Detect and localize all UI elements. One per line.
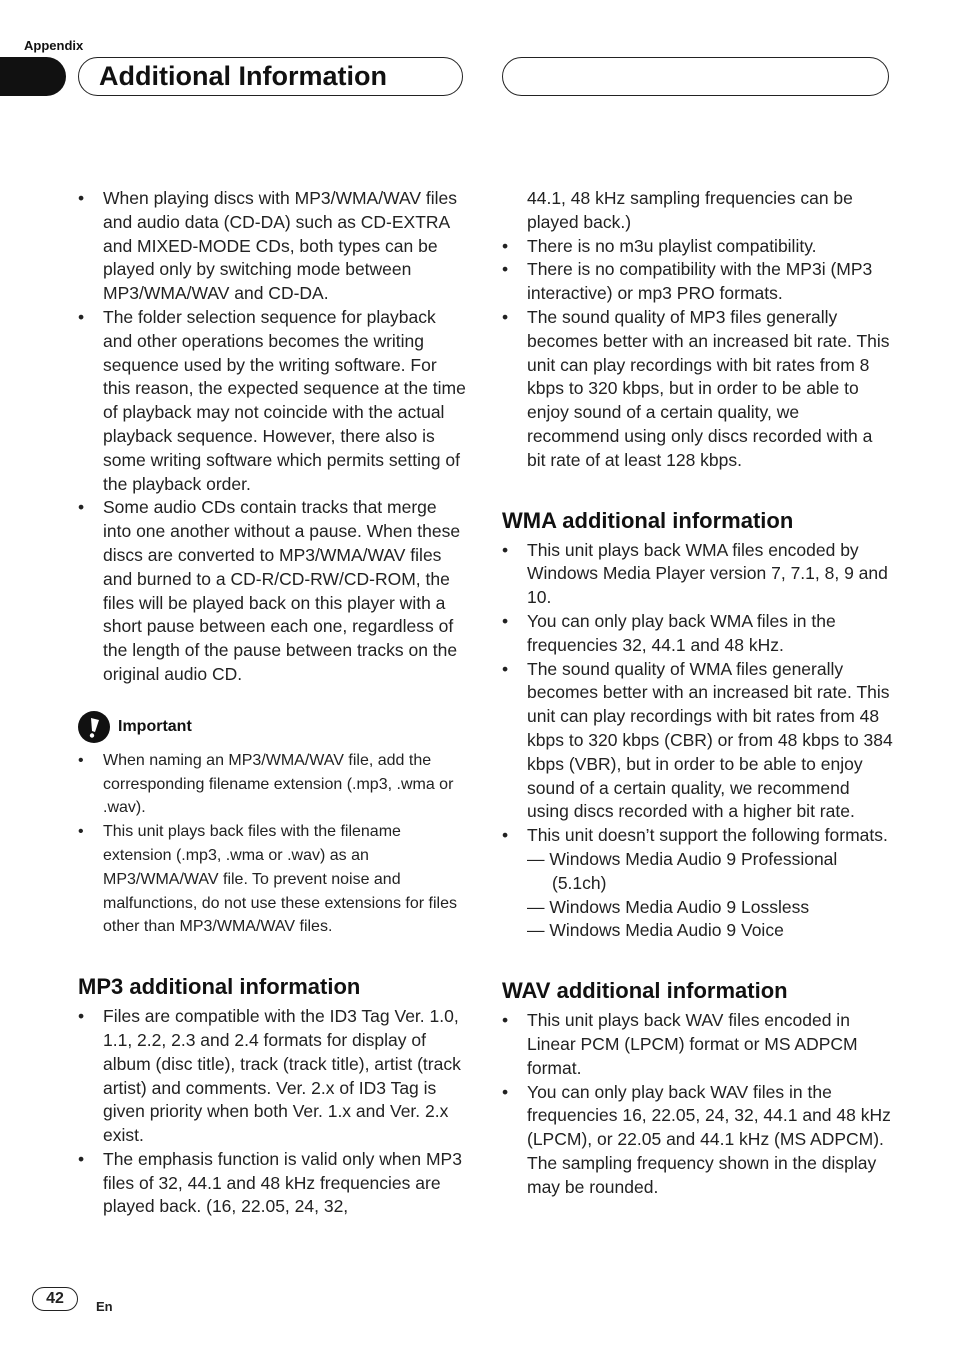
important-list bbox=[78, 749, 468, 939]
list-item: • When playing discs with MP3/WMA/WAV files and audio data (CD-DA) such as CD-EXTRA and MIXED-MODE CDs, both types can be played only by switching mode between MP3/WMA/WAV and CD-DA. bbox=[78, 187, 468, 306]
list-item: — Windows Media Audio 9 Voice bbox=[527, 920, 784, 941]
list-item: • You can only play back WAV files in the frequencies 16, 22.05, 24, 32, 44.1 and 48 kHz (LPCM), or 22.05 and 44.1 kHz (MS ADPCM). The sampling frequency shown in the display may be rounded. bbox=[502, 1081, 894, 1200]
list-item: • There is no compatibility with the MP3i (MP3 interactive) or mp3 PRO formats. bbox=[502, 258, 894, 306]
exclamation-icon bbox=[78, 711, 110, 743]
list-item: • This unit plays back files with the filename extension (.mp3, .wma or .wav) as an MP3/WMA/WAV file. To prevent noise and malfunctions, do not use these extensions for files other than MP3/WMA/WAV files. bbox=[78, 820, 468, 939]
important-note-header bbox=[78, 711, 468, 743]
mp3-heading: MP3 additional information bbox=[78, 974, 361, 1000]
list-item: • The sound quality of WMA files generally becomes better with an increased bit rate. This unit can play recordings with bit rates from 48 kbps to 320 kbps (CBR) or from 48 kbps to 384 kbps (VBR), but in order to be able to enjoy sound of a certain quality, we recommend using discs recorded with a higher bit rate. bbox=[502, 658, 894, 825]
page-number: 42 bbox=[32, 1287, 78, 1311]
section-tab-marker bbox=[0, 57, 66, 96]
list-item: • Some audio CDs contain tracks that merge into one another without a pause. When these discs are converted to MP3/WMA/WAV files and burned to a CD-R/CD-RW/CD-ROM, the files will be played back on this player with a short pause between each one, regardless of the length of the pause between tracks on the original audio CD. bbox=[78, 496, 468, 686]
wma-list bbox=[502, 539, 894, 848]
important-label: Important bbox=[118, 717, 192, 735]
general-notes-list bbox=[78, 187, 468, 687]
title-box bbox=[78, 57, 463, 96]
wma-heading: WMA additional information bbox=[502, 507, 794, 533]
mp3-list bbox=[78, 1005, 468, 1219]
language-code: En bbox=[96, 1299, 113, 1314]
list-item: • This unit doesn’t support the following formats. bbox=[502, 824, 894, 848]
section-label: Appendix bbox=[24, 38, 84, 53]
list-item: • Files are compatible with the ID3 Tag Ver. 1.0, 1.1, 2.2, 2.3 and 2.4 formats for display of album (disc title), track (track title), artist (track artist) and comments. Ver. 2.x of ID3 Tag is given priority when both Ver. 1.x and Ver. 2.x exist. bbox=[78, 1005, 468, 1148]
list-item: • You can only play back WMA files in the frequencies 32, 44.1 and 48 kHz. bbox=[502, 610, 894, 658]
blank-header-box bbox=[502, 57, 889, 96]
list-item: • This unit plays back WAV files encoded in Linear PCM (LPCM) format or MS ADPCM format. bbox=[502, 1009, 894, 1080]
list-item: • The folder selection sequence for playback and other operations becomes the writing sequence used by the writing software. For this reason, the expected sequence at the time of playback may not coincide with the actual playback sequence. However, there also is some writing software which permits setting of the playback order. bbox=[78, 306, 468, 496]
list-item: — Windows Media Audio 9 Professional (5.1ch) bbox=[527, 848, 838, 893]
page-title: Additional Information bbox=[99, 61, 387, 91]
mp3-list-continued bbox=[502, 235, 894, 473]
wav-heading: WAV additional information bbox=[502, 978, 788, 1004]
list-item: — Windows Media Audio 9 Lossless bbox=[527, 896, 810, 917]
list-item: • This unit plays back WMA files encoded by Windows Media Player version 7, 7.1, 8, 9 and 10. bbox=[502, 539, 894, 610]
list-item: • The emphasis function is valid only when MP3 files of 32, 44.1 and 48 kHz frequencies are played back. (16, 22.05, 24, 32, bbox=[78, 1148, 468, 1219]
list-item: • When naming an MP3/WMA/WAV file, add the corresponding filename extension (.mp3, .wma or .wav). bbox=[78, 749, 468, 820]
list-item: • There is no m3u playlist compatibility. bbox=[502, 235, 894, 259]
mp3-continued-text: 44.1, 48 kHz sampling frequencies can be played back.) bbox=[527, 188, 853, 232]
wav-list bbox=[502, 1009, 894, 1199]
unsupported-format-list bbox=[502, 848, 894, 943]
left-column bbox=[78, 187, 468, 1219]
list-item: • The sound quality of MP3 files generally becomes better with an increased bit rate. This unit can play recordings with bit rates from 8 kbps to 320 kbps, but in order to be able to enjoy sound of a certain quality, we recommend using only discs recorded with a bit rate of at least 128 kbps. bbox=[502, 306, 894, 473]
right-column bbox=[502, 187, 894, 1199]
